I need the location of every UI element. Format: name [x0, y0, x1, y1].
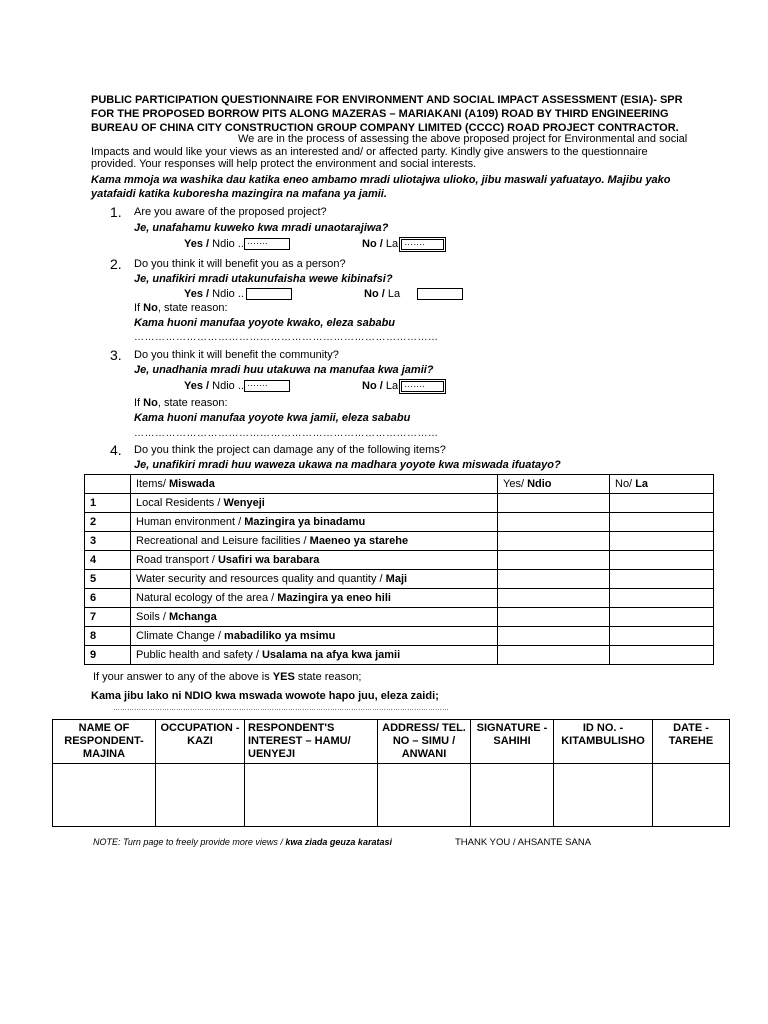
no-option: No / La [364, 288, 463, 300]
no-cell[interactable] [610, 646, 714, 665]
respondent-table [52, 719, 730, 827]
name-header: NAME OF RESPONDENT- MAJINA [53, 720, 156, 764]
id-header: ID NO. - KITAMBULISHO [554, 720, 653, 764]
yes-cell[interactable] [498, 589, 610, 608]
yes-checkbox[interactable] [246, 288, 292, 300]
table-row [85, 646, 714, 665]
table-header-row [85, 475, 714, 494]
yes-cell[interactable] [498, 513, 610, 532]
no-cell[interactable] [610, 494, 714, 513]
question-text: Do you think the project can damage any of the following items? [134, 444, 446, 456]
signature-field[interactable] [471, 764, 554, 827]
row-item: Natural ecology of the area / Mazingira ya eneo hili [131, 589, 498, 608]
date-field[interactable] [653, 764, 730, 827]
reason-label: If No, state reason: [134, 302, 228, 314]
intro-swahili: Kama mmoja wa washika dau katika eneo ambamo mradi uliotajwa ulioko, jibu maswali yafuatayo. Majibu yako yatafaidi katika kuboresha mazingira na mafana ya jamii. [91, 174, 671, 200]
table-row [85, 589, 714, 608]
table-row [85, 513, 714, 532]
answer-line[interactable]: …………………………………………………………………………… [134, 428, 439, 439]
row-item: Human environment / Mazingira ya binadamu [131, 513, 498, 532]
yes-option: Yes / Ndio ..……. [184, 380, 290, 392]
question-swahili: Je, unadhania mradi huu utakuwa na manufaa kwa jamii? [134, 364, 434, 376]
question-number: 1. [110, 204, 122, 220]
yes-cell[interactable] [498, 627, 610, 646]
yes-reason-label: If your answer to any of the above is YES state reason; [93, 671, 362, 683]
answer-line[interactable]: …………………………………………………………………………… [134, 332, 439, 343]
question-swahili: Je, unafahamu kuweko kwa mradi unaotarajiwa? [134, 222, 389, 234]
row-number: 4 [85, 551, 131, 570]
occupation-header: OCCUPATION - KAZI [156, 720, 245, 764]
yes-cell[interactable] [498, 532, 610, 551]
table-row [85, 608, 714, 627]
yes-checkbox[interactable] [244, 238, 290, 250]
table-row [85, 551, 714, 570]
header-number-cell [85, 475, 131, 494]
yes-checkbox[interactable] [244, 380, 290, 392]
yes-cell[interactable] [498, 570, 610, 589]
table-row [85, 494, 714, 513]
row-number: 1 [85, 494, 131, 513]
question-text: Do you think it will benefit you as a person? [134, 258, 346, 270]
row-item: Climate Change / mabadiliko ya msimu [131, 627, 498, 646]
thank-you-text: THANK YOU / AHSANTE SANA [455, 837, 592, 848]
table-row [85, 570, 714, 589]
row-item: Soils / Mchanga [131, 608, 498, 627]
no-checkbox[interactable] [401, 381, 444, 392]
question-text: Do you think it will benefit the community? [134, 349, 339, 361]
no-checkbox[interactable] [417, 288, 463, 300]
no-cell[interactable] [610, 589, 714, 608]
row-item: Public health and safety / Usalama na afya kwa jamii [131, 646, 498, 665]
no-option: No / La ……. [362, 380, 444, 392]
question-number: 3. [110, 347, 122, 363]
question-text: Are you aware of the proposed project? [134, 206, 327, 218]
no-cell[interactable] [610, 513, 714, 532]
id-field[interactable] [554, 764, 653, 827]
no-cell[interactable] [610, 627, 714, 646]
footer-note: NOTE: Turn page to freely provide more views / kwa ziada geuza karatasi [93, 837, 392, 847]
question-swahili: Je, unafikiri mradi utakunufaisha wewe kibinafsi? [134, 273, 393, 285]
date-header: DATE - TAREHE [653, 720, 730, 764]
question-swahili: Je, unafikiri mradi huu waweza ukawa na madhara yoyote kwa miswada ifuatayo? [134, 459, 561, 471]
intro-paragraph: We are in the process of assessing the above proposed project for Environmental and social Impacts and would like your views as an interested and/ or affected party. Kindly give answers to the questionnaire provided. Your responses will help protect the environment and social interests. [91, 133, 688, 170]
row-number: 9 [85, 646, 131, 665]
form-title: PUBLIC PARTICIPATION QUESTIONNAIRE FOR ENVIRONMENT AND SOCIAL IMPACT ASSESSMENT (ESIA)- SPR FOR THE PROPOSED BORROW PITS ALONG MAZERAS – MARIAKANI (A109) ROAD BY THIRD ENGINEERING BUREAU OF CHINA CITY CONSTRUCTION GROUP COMPANY LIMITED (CCCC) ROAD PROJECT CONTRACTOR. [91, 94, 683, 134]
yes-cell[interactable] [498, 608, 610, 627]
row-number: 3 [85, 532, 131, 551]
table-row [85, 627, 714, 646]
row-number: 8 [85, 627, 131, 646]
interest-field[interactable] [245, 764, 378, 827]
table-row [85, 532, 714, 551]
answer-line[interactable]: ……………………………………………………………………………………………………………………………… [113, 705, 449, 712]
reason-swahili: Kama huoni manufaa yoyote kwako, eleza sababu [134, 317, 396, 329]
no-cell[interactable] [610, 551, 714, 570]
yes-cell[interactable] [498, 494, 610, 513]
question-number: 4. [110, 442, 122, 458]
respondent-header-row [53, 720, 730, 764]
yes-reason-swahili: Kama jibu lako ni NDIO kwa mswada wowote hapo juu, eleza zaidi; [91, 690, 439, 702]
header-items-cell: Items/ Miswada [131, 475, 498, 494]
row-number: 7 [85, 608, 131, 627]
items-table [84, 474, 714, 665]
interest-header: RESPONDENT'S INTEREST – HAMU/ UENYEJI [245, 720, 378, 764]
row-number: 6 [85, 589, 131, 608]
no-option: No / La ……. [362, 238, 444, 250]
no-cell[interactable] [610, 608, 714, 627]
row-item: Local Residents / Wenyeji [131, 494, 498, 513]
row-item: Recreational and Leisure facilities / Maeneo ya starehe [131, 532, 498, 551]
row-number: 2 [85, 513, 131, 532]
yes-option: Yes / Ndio ..……. [184, 238, 290, 250]
yes-option: Yes / Ndio .. [184, 288, 292, 300]
yes-cell[interactable] [498, 646, 610, 665]
question-number: 2. [110, 256, 122, 272]
row-item: Road transport / Usafiri wa barabara [131, 551, 498, 570]
respondent-entry-row [53, 764, 730, 827]
header-no-cell: No/ La [610, 475, 714, 494]
name-field[interactable] [53, 764, 156, 827]
reason-swahili: Kama huoni manufaa yoyote kwa jamii, eleza sababu [134, 412, 411, 424]
header-yes-cell: Yes/ Ndio [498, 475, 610, 494]
no-cell[interactable] [610, 532, 714, 551]
reason-label: If No, state reason: [134, 397, 228, 409]
no-checkbox[interactable] [401, 239, 444, 250]
signature-header: SIGNATURE - SAHIHI [471, 720, 554, 764]
address-header: ADDRESS/ TEL. NO – SIMU / ANWANI [378, 720, 471, 764]
occupation-field[interactable] [156, 764, 245, 827]
row-item: Water security and resources quality and quantity / Maji [131, 570, 498, 589]
yes-cell[interactable] [498, 551, 610, 570]
row-number: 5 [85, 570, 131, 589]
no-cell[interactable] [610, 570, 714, 589]
address-field[interactable] [378, 764, 471, 827]
